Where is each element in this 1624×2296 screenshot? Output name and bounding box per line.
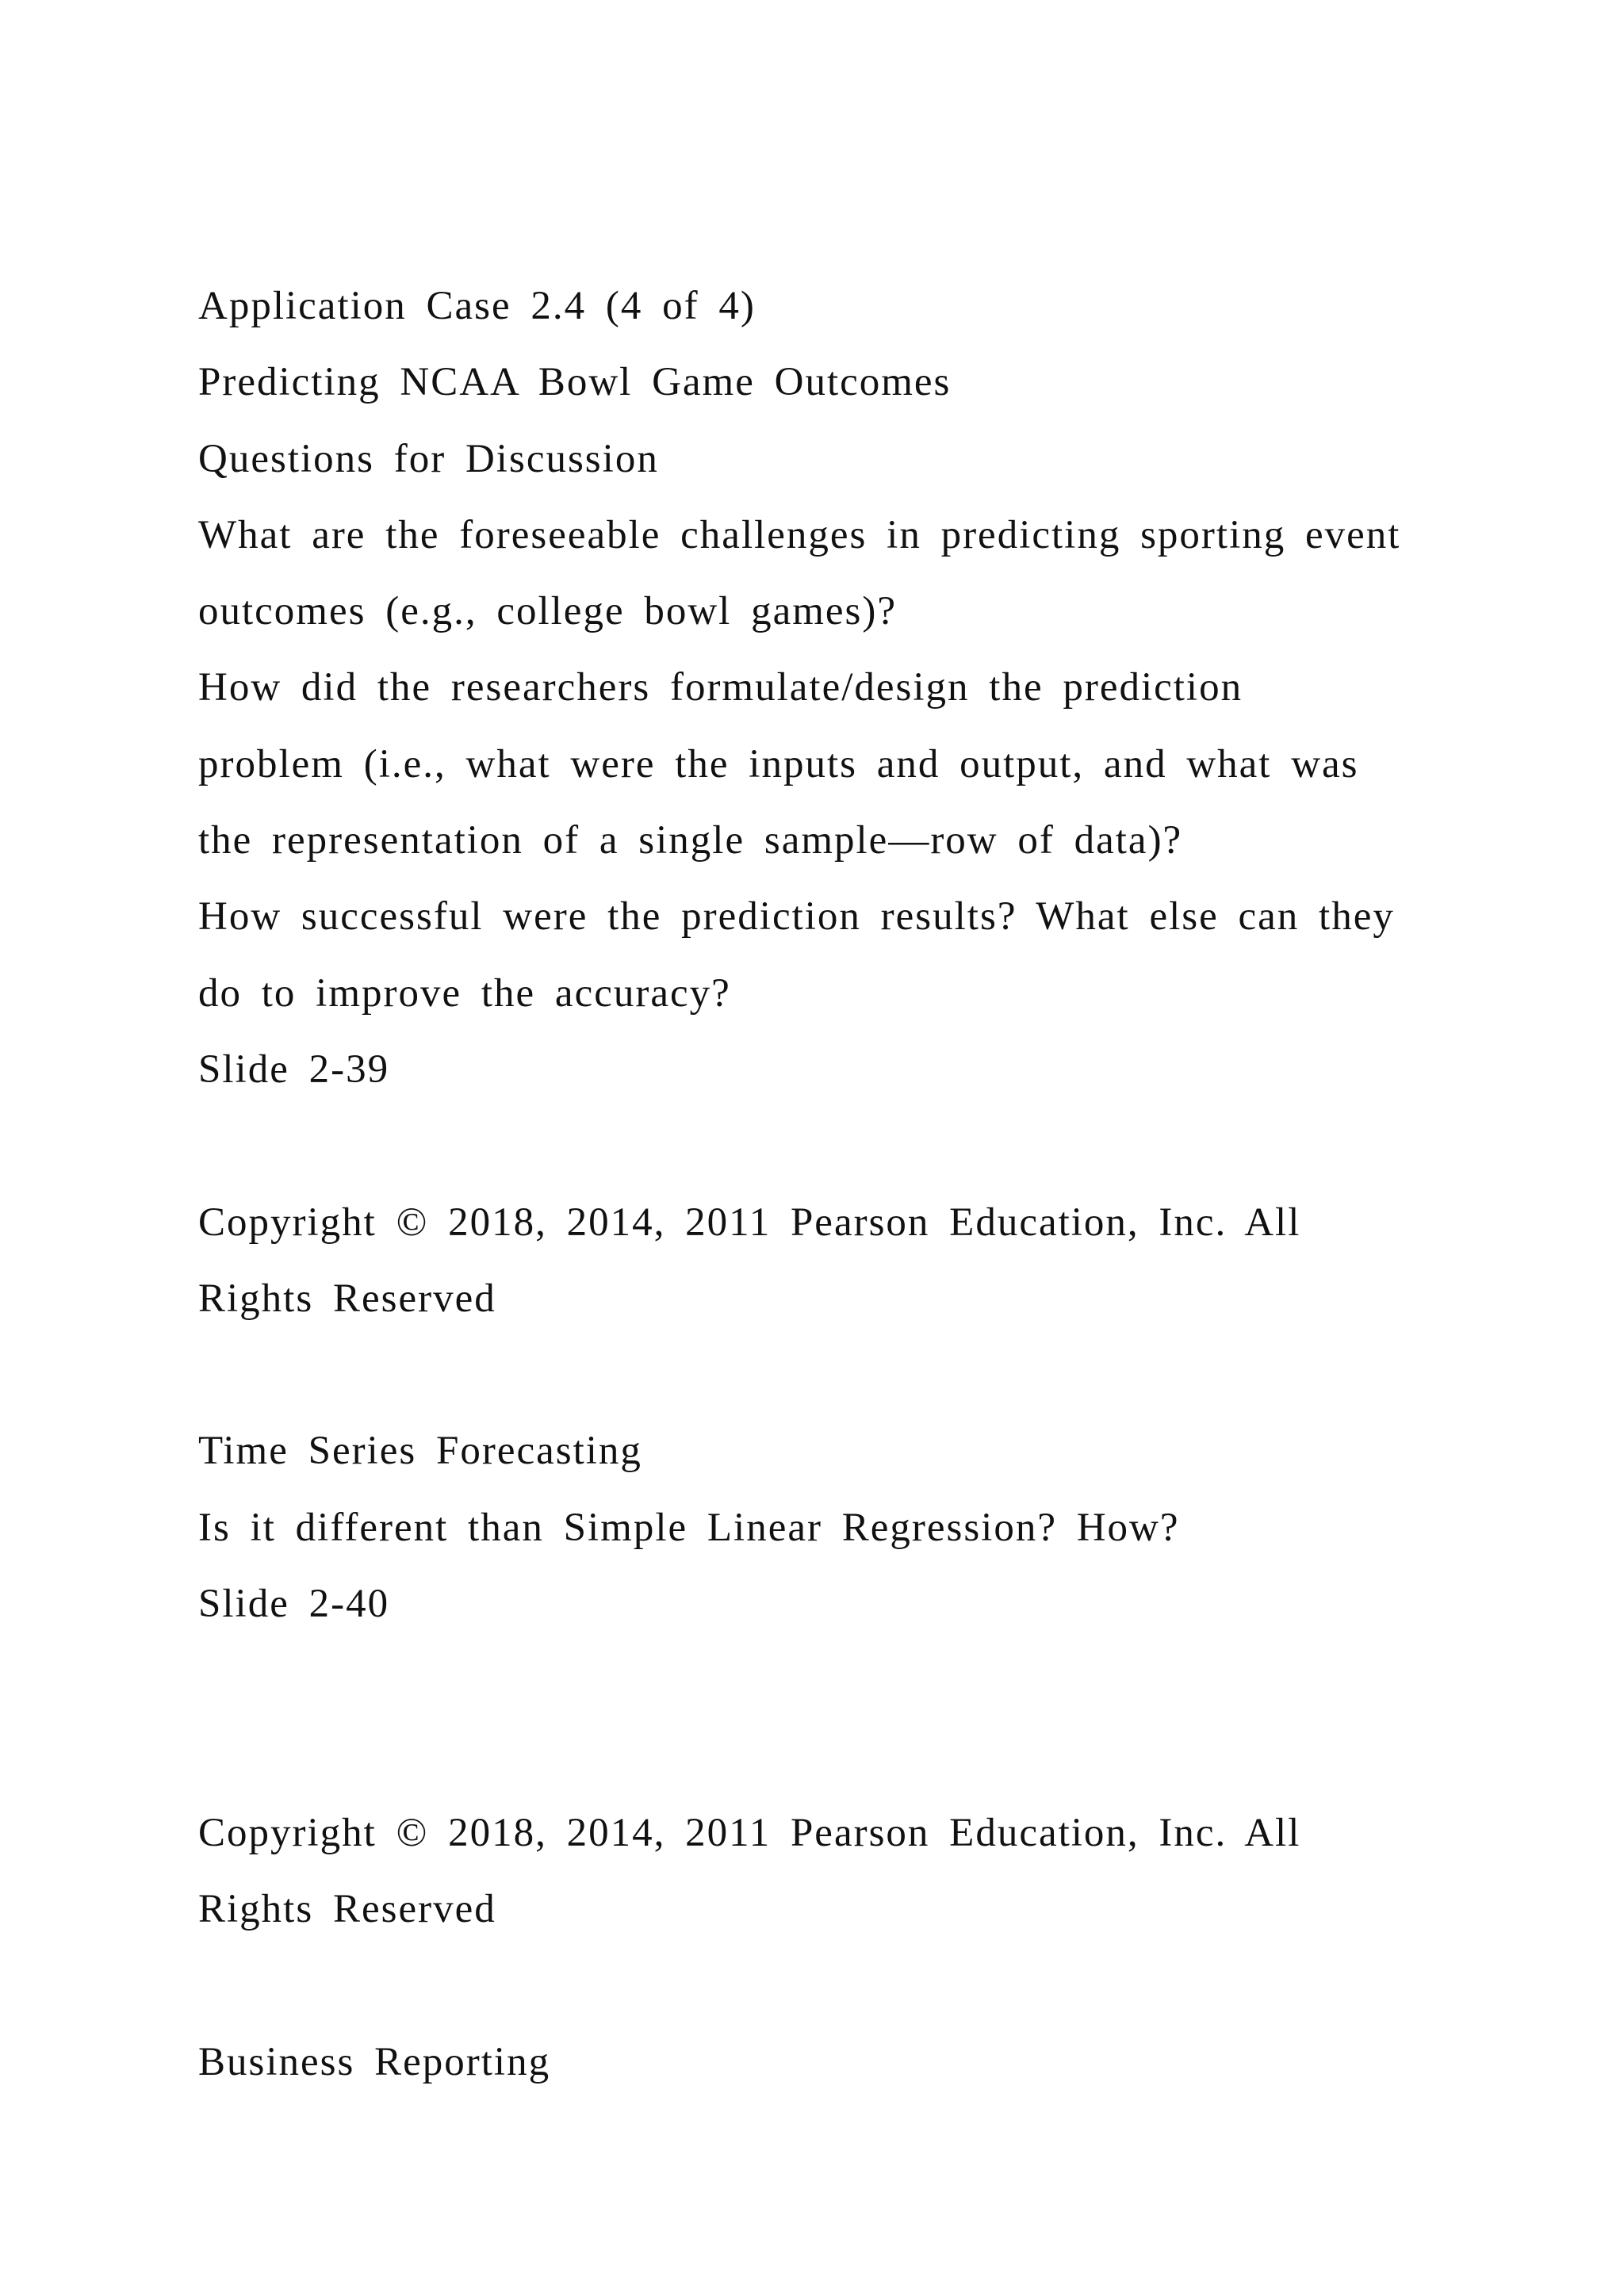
copyright-line-1: Copyright © 2018, 2014, 2011 Pearson Education, Inc. All bbox=[198, 1810, 1301, 1855]
question-3-line-2: do to improve the accuracy? bbox=[198, 970, 731, 1016]
slide-number: Slide 2-40 bbox=[198, 1582, 390, 1627]
question-1-line-1: What are the foreseeable challenges in predicting sporting event bbox=[198, 512, 1401, 557]
question-2-line-3: the representation of a single sample—row of data)? bbox=[198, 818, 1183, 863]
section-heading: Questions for Discussion bbox=[198, 436, 659, 481]
copyright-line-1: Copyright © 2018, 2014, 2011 Pearson Education, Inc. All bbox=[198, 1200, 1301, 1245]
case-subtitle: Predicting NCAA Bowl Game Outcomes bbox=[198, 360, 952, 405]
blank-line bbox=[198, 1337, 1546, 1413]
copyright-line-2: Rights Reserved bbox=[198, 1276, 496, 1321]
document-body bbox=[198, 268, 1546, 2100]
blank-line bbox=[198, 1108, 1546, 1184]
slide-title: Time Series Forecasting bbox=[198, 1429, 642, 1474]
question-1-line-2: outcomes (e.g., college bowl games)? bbox=[198, 589, 897, 634]
slide-number: Slide 2-39 bbox=[198, 1047, 390, 1092]
section-title: Business Reporting bbox=[198, 2039, 551, 2084]
question-2-line-2: problem (i.e., what were the inputs and output, and what was bbox=[198, 741, 1359, 786]
question-2-line-1: How did the researchers formulate/design the prediction bbox=[198, 665, 1243, 710]
blank-line bbox=[198, 1642, 1546, 1718]
slide-question: Is it different than Simple Linear Regression? How? bbox=[198, 1505, 1180, 1550]
copyright-line-2: Rights Reserved bbox=[198, 1887, 496, 1932]
question-3-line-1: How successful were the prediction results? What else can they bbox=[198, 894, 1395, 939]
case-title: Application Case 2.4 (4 of 4) bbox=[198, 284, 756, 328]
blank-line bbox=[198, 1948, 1546, 2024]
blank-line bbox=[198, 1719, 1546, 1795]
